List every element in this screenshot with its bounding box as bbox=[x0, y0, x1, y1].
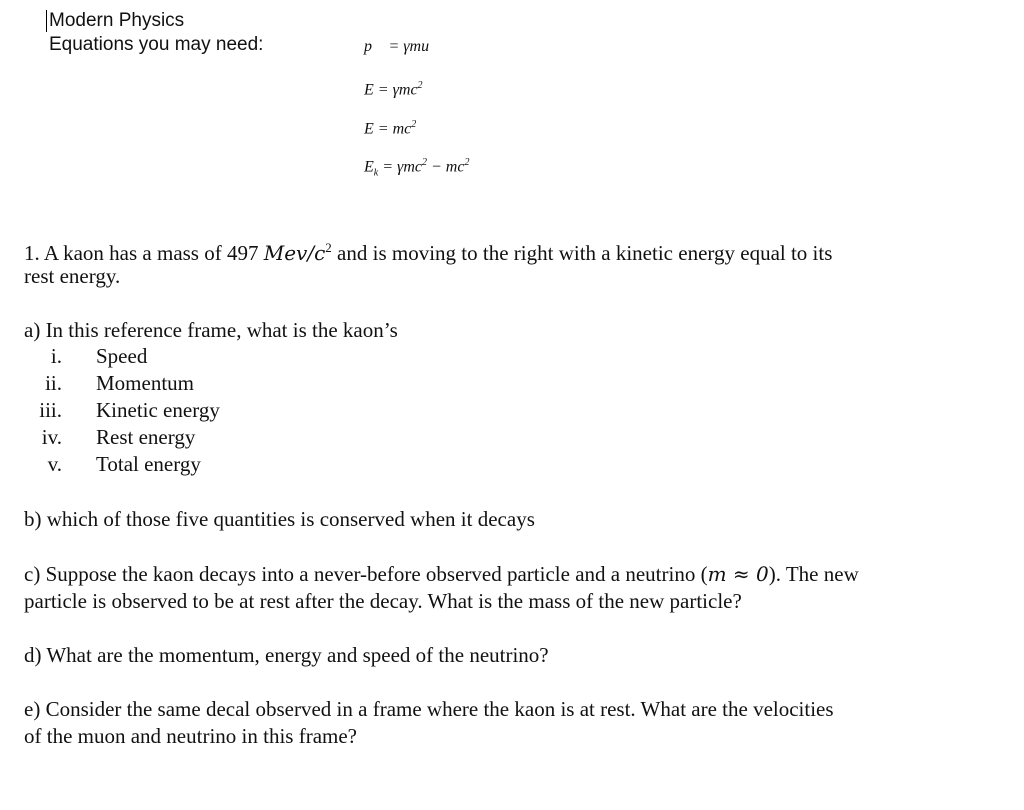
eq-lhs: E bbox=[364, 158, 374, 176]
eq-sub: k bbox=[373, 167, 379, 179]
mass-unit-exponent: 2 bbox=[325, 240, 332, 255]
list-item: Total energy bbox=[96, 452, 201, 476]
part-c bbox=[24, 561, 859, 587]
eq-rhs: = γmc bbox=[377, 81, 418, 99]
list-item: Speed bbox=[96, 344, 148, 368]
item-number: iv. bbox=[41, 425, 62, 449]
part-d: d) What are the momentum, energy and speed of the neutrino? bbox=[24, 643, 549, 667]
eq-sup: 2 bbox=[464, 157, 470, 168]
intro-text: and is moving to the right with a kinetic energy equal to its bbox=[331, 241, 833, 265]
eq-lhs: p⃗ bbox=[364, 38, 385, 55]
mass-unit: Mev/c bbox=[263, 241, 326, 265]
eq-rhs: = γmu⃗ bbox=[388, 38, 442, 55]
part-b: b) which of those five quantities is conserved when it decays bbox=[24, 507, 535, 531]
eq-sup: 2 bbox=[417, 80, 423, 91]
part-c-text: c) Suppose the kaon decays into a never-before observed particle and a neutrino ( bbox=[24, 562, 708, 586]
part-c-line2: particle is observed to be at rest after the decay. What is the mass of the new particle? bbox=[24, 589, 742, 613]
item-number: ii. bbox=[45, 371, 62, 395]
question-intro bbox=[24, 235, 832, 266]
item-number: v. bbox=[47, 452, 62, 476]
eq-sup: 2 bbox=[411, 119, 417, 130]
neutrino-mass: m ≈ 0 bbox=[707, 562, 769, 586]
document-title: Modern Physics bbox=[49, 10, 185, 31]
eq-lhs: E bbox=[364, 120, 374, 138]
list-item: Rest energy bbox=[96, 425, 196, 449]
equation-momentum bbox=[364, 37, 442, 57]
equation-kinetic-energy bbox=[364, 153, 469, 184]
eq-rhs: = γmc bbox=[382, 158, 422, 176]
item-number: iii. bbox=[39, 398, 62, 422]
question-intro-line2: rest energy. bbox=[24, 264, 121, 288]
part-e: e) Consider the same decal observed in a frame where the kaon is at rest. What are the velocities bbox=[24, 697, 834, 721]
equation-rest-energy bbox=[364, 115, 416, 139]
equation-total-energy bbox=[364, 76, 423, 100]
equations-heading: Equations you may need: bbox=[49, 34, 264, 55]
eq-tail: − mc bbox=[427, 158, 465, 176]
part-c-text: ). The new bbox=[768, 562, 859, 586]
part-e-line2: of the muon and neutrino in this frame? bbox=[24, 724, 357, 748]
part-a: a) In this reference frame, what is the kaon’s bbox=[24, 318, 398, 342]
item-number: i. bbox=[50, 344, 62, 368]
text-cursor bbox=[46, 10, 47, 32]
eq-rhs: = mc bbox=[377, 120, 412, 138]
list-item: Kinetic energy bbox=[96, 398, 220, 422]
intro-text: 1. A kaon has a mass of 497 bbox=[24, 241, 264, 265]
eq-sup: 2 bbox=[422, 157, 427, 168]
eq-lhs: E bbox=[364, 81, 374, 99]
list-item: Momentum bbox=[96, 371, 194, 395]
